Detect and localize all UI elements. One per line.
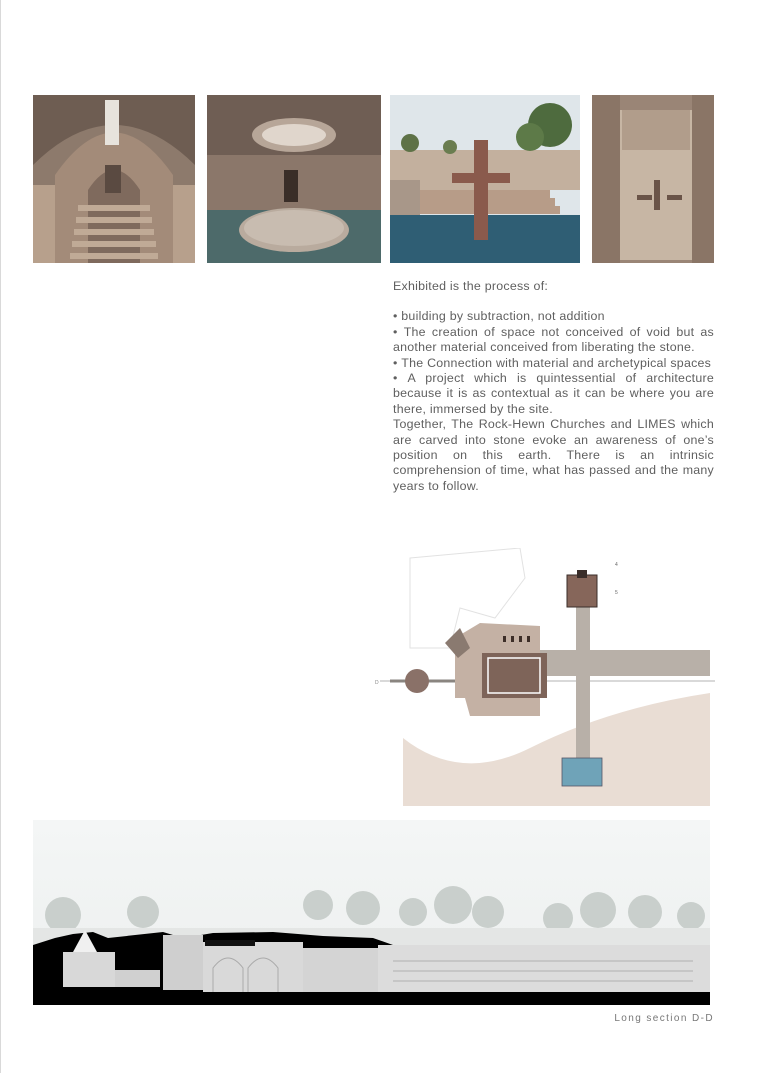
plan-label-d: D [375,680,379,686]
bullet-item: • The creation of space not conceived of void but as another material conceived from liberating the stone. [393,325,714,356]
long-section-drawing [33,820,710,1005]
page-edge-rule [0,0,1,1073]
photo-narrow-passage [592,95,714,263]
bullet-item: • building by subtraction, not addition [393,309,714,324]
intro-line: Exhibited is the process of: [393,279,549,293]
plan-label-5: 5 [615,590,618,596]
photo-round-chamber [207,95,381,263]
photo-vaulted-stair [33,95,195,263]
section-caption: Long section D-D [614,1013,714,1024]
bullet-item: • The Connection with material and archetypical spaces [393,356,714,371]
bullet-item: • A project which is quintessential of architecture because it is as contextual as it can be where you are there, immersed by the site. [393,371,714,417]
plan-label-4: 4 [615,562,618,568]
closing-paragraph: Together, The Rock-Hewn Churches and LIMES which are carved into stone evoke an awareness of one’s position on this earth. There is an intrinsic comprehension of time, what has passed and the many years to follow. [393,417,714,493]
site-plan-drawing [370,548,715,808]
description-text [393,279,714,494]
photo-cross-courtyard [390,95,580,263]
